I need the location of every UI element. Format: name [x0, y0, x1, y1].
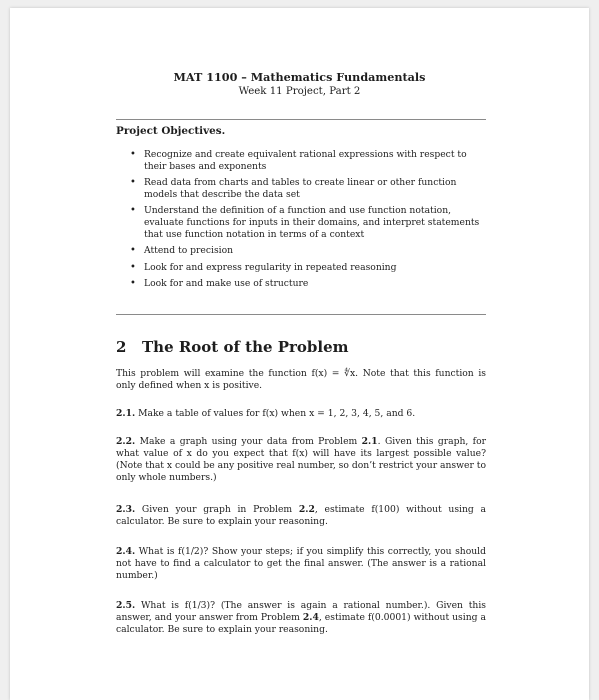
document-subtitle: Week 11 Project, Part 2: [238, 86, 361, 97]
bullet-icon: •: [130, 278, 136, 290]
problem-label: 2.4.: [116, 546, 136, 557]
objective-text: Look for and make use of structure: [144, 278, 309, 290]
list-item: [116, 245, 488, 257]
problem-reference: 2.4: [302, 612, 319, 623]
objective-text: Understand the definition of a function and use function notation, evaluate functions for inputs in their domains, and interpret statements that use function notation in terms of a context: [144, 205, 480, 240]
divider-bottom: [116, 314, 486, 315]
section-heading: [116, 338, 349, 356]
objective-text: Recognize and create equivalent rational expressions with respect to their bases and exponents: [144, 149, 467, 172]
problem-label: 2.2.: [116, 436, 136, 447]
bullet-icon: •: [130, 245, 136, 257]
problem-text: , estimate f(0.0001) without using a calculator. Be sure to explain your reasoning.: [116, 612, 486, 635]
course-title: MAT 1100 – Mathematics Fundamentals: [173, 70, 426, 84]
bullet-icon: •: [130, 261, 136, 273]
section-number: 2: [116, 338, 127, 356]
problem-2-2: [116, 436, 486, 484]
problem-2-3: [116, 504, 486, 528]
objectives-list: [116, 149, 488, 295]
problem-label: 2.5.: [116, 600, 136, 611]
list-item: [116, 149, 488, 172]
problem-label: 2.1.: [116, 408, 136, 419]
objective-text: Attend to precision: [144, 245, 234, 257]
list-item: [116, 262, 488, 274]
list-item: [116, 278, 488, 290]
problem-2-5: [116, 600, 486, 636]
problem-reference: 2.2: [298, 504, 315, 515]
problem-text: . Given this graph, for what value of x do you expect that f(x) will have its largest possible value? (Note that x could be any positive real number, so don’t restrict your answer to only whole numbers.): [116, 436, 486, 483]
list-item: [116, 205, 488, 240]
problem-2-4: [116, 546, 486, 582]
section-intro: This problem will examine the function f(x) = ∜x. Note that this function is only defined when x is positive.: [116, 368, 486, 391]
problem-text: Given your graph in Problem: [141, 504, 299, 515]
problem-text: Make a graph using your data from Problem: [139, 436, 362, 447]
divider-top: [116, 119, 486, 120]
bullet-icon: •: [130, 177, 136, 189]
bullet-icon: •: [130, 205, 136, 217]
problem-2-1: [116, 408, 486, 420]
objective-text: Look for and express regularity in repeated reasoning: [144, 261, 397, 273]
document-page: [10, 8, 589, 700]
problem-text: What is f(1/2)? Show your steps; if you simplify this correctly, you should not have to find a calculator to get the final answer. (The answer is a rational number.): [116, 546, 486, 581]
problem-label: 2.3.: [116, 504, 136, 515]
section-title: The Root of the Problem: [142, 338, 349, 356]
problem-reference: 2.1: [361, 436, 378, 447]
problem-text: , estimate f(100) without using a calculator. Be sure to explain your reasoning.: [116, 504, 486, 527]
objective-text: Read data from charts and tables to create linear or other function models that describe the data set: [144, 177, 457, 200]
objectives-heading: Project Objectives.: [116, 125, 226, 137]
bullet-icon: •: [130, 149, 136, 160]
problem-text: Make a table of values for f(x) when x = 1, 2, 3, 4, 5, and 6.: [138, 408, 416, 419]
problem-text: What is f(1/3)? (The answer is again a rational number.). Given this answer, and your answer from Problem: [116, 600, 486, 623]
list-item: [116, 177, 488, 200]
